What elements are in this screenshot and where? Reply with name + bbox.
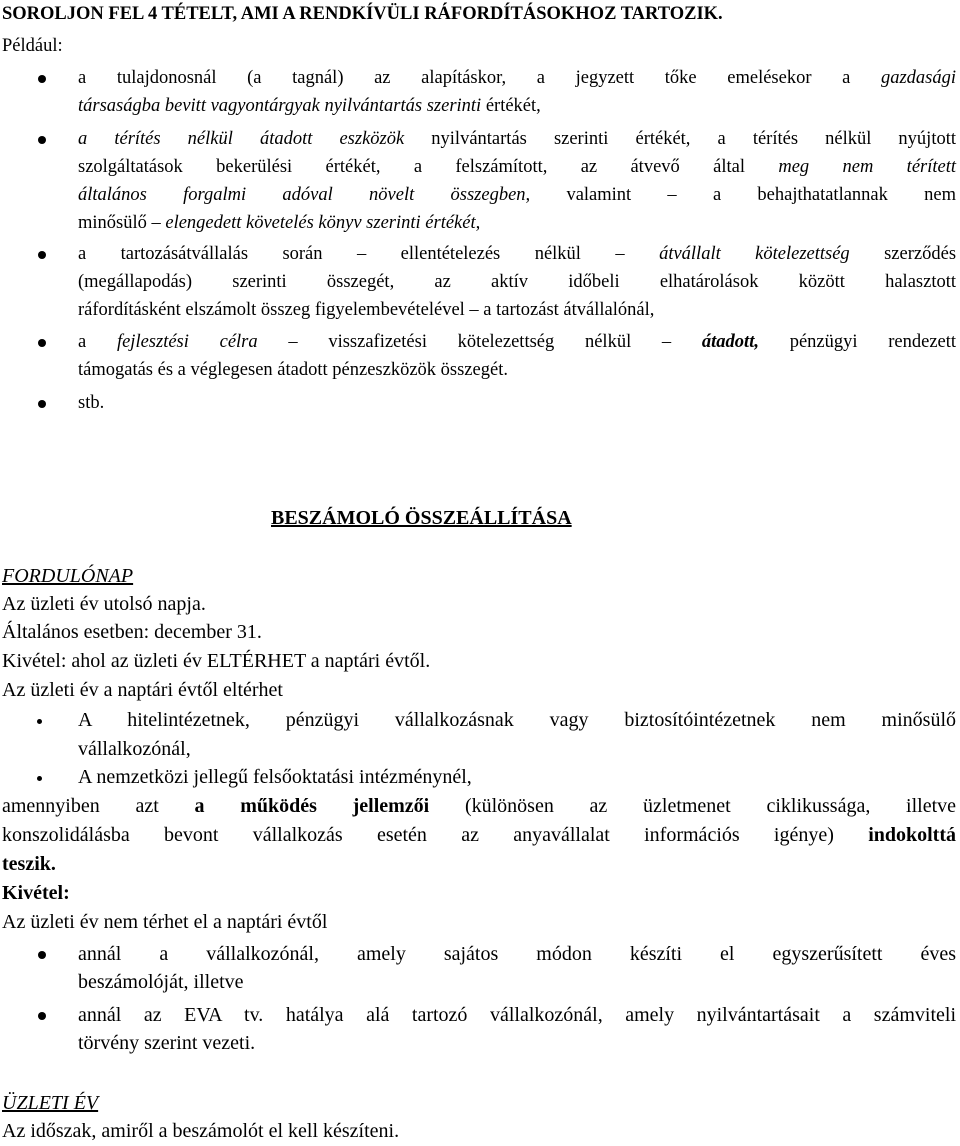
- list-item: a fejlesztési célra – visszafizetési kötelezettség nélkül – átadott, pénzügyi rendezett: [78, 332, 957, 352]
- list-item-continued: (megállapodás) szerinti összegét, az aktív időbeli elhatárolások között halasztott: [78, 272, 956, 292]
- list-item: A nemzetközi jellegű felsőoktatási intézménynél,: [78, 766, 472, 788]
- list-item-continued: szolgáltatások bekerülési értékét, a felszámított, az átvevő által meg nem térített: [78, 157, 957, 177]
- paragraph-line: konszolidálásba bevont vállalkozás esetén az anyavállalat információs igénye) indokolttá: [2, 824, 956, 846]
- bullet-dot-icon: [38, 75, 46, 83]
- list-item-continued: általános forgalmi adóval növelt összegben, valamint – a behajthatatlannak nem: [78, 185, 956, 205]
- exception-label: Kivétel:: [2, 882, 70, 904]
- bullet-dot-icon: [38, 136, 46, 144]
- bullet-dot-icon: [37, 776, 42, 781]
- bullet-dot-icon: [38, 951, 46, 959]
- list-item-continued: vállalkozónál,: [78, 738, 191, 760]
- list-item: annál a vállalkozónál, amely sajátos módon készíti el egyszerűsített éves: [78, 943, 956, 965]
- bullet-dot-icon: [38, 251, 46, 259]
- text-line: Az üzleti év nem térhet el a naptári évtől: [2, 911, 328, 933]
- list-item: stb.: [78, 393, 105, 413]
- section-title: BESZÁMOLÓ ÖSSZEÁLLÍTÁSA: [271, 507, 572, 529]
- text-line: Kivétel: ahol az üzleti év ELTÉRHET a naptári évtől.: [2, 650, 431, 672]
- list-item: a tartozásátvállalás során – ellentételezés nélkül – átvállalt kötelezettség szerződés: [78, 244, 957, 264]
- subheading-uzleti-ev: ÜZLETI ÉV: [2, 1092, 99, 1114]
- paragraph-line: amennyiben azt a működés jellemzői (különösen az üzletmenet ciklikussága, illetve: [2, 795, 957, 817]
- text-line: Az üzleti év a naptári évtől eltérhet: [2, 679, 283, 701]
- section-heading: SOROLJON FEL 4 TÉTELT, AMI A RENDKÍVÜLI RÁFORDÍTÁSOKHOZ TARTOZIK.: [2, 4, 723, 24]
- list-item: a térítés nélkül átadott eszközök nyilvántartás szerinti értékét, a térítés nélkül nyújtott: [78, 129, 956, 149]
- list-item: A hitelintézetnek, pénzügyi vállalkozásnak vagy biztosítóintézetnek nem minősülő: [78, 709, 956, 731]
- list-item-continued: törvény szerint vezeti.: [78, 1032, 256, 1054]
- list-item-continued: társaságba bevitt vagyontárgyak nyilvántartás szerinti értékét,: [78, 96, 541, 116]
- bullet-dot-icon: [38, 400, 46, 408]
- bullet-dot-icon: [38, 1012, 46, 1020]
- list-item-continued: minősülő – elengedett követelés könyv szerinti értékét,: [78, 213, 481, 233]
- intro-text: Például:: [2, 36, 63, 56]
- paragraph-line: teszik.: [2, 853, 56, 875]
- list-item-continued: ráfordításként elszámolt összeg figyelembevételével – a tartozást átvállalónál,: [78, 300, 655, 320]
- definition-text: Az időszak, amiről a beszámolót el kell készíteni.: [2, 1120, 400, 1142]
- subheading-fordulonap: FORDULÓNAP: [2, 565, 134, 587]
- bullet-dot-icon: [37, 719, 42, 724]
- text-line: Az üzleti év utolsó napja.: [2, 593, 206, 615]
- list-item: annál az EVA tv. hatálya alá tartozó vállalkozónál, amely nyilvántartásait a számviteli: [78, 1004, 956, 1026]
- bullet-dot-icon: [38, 339, 46, 347]
- list-item-continued: beszámolóját, illetve: [78, 971, 244, 993]
- list-item-continued: támogatás és a véglegesen átadott pénzeszközök összegét.: [78, 360, 508, 380]
- text-line: Általános esetben: december 31.: [2, 621, 262, 643]
- list-item: a tulajdonosnál (a tagnál) az alapításkor, a jegyzett tőke emelésekor a gazdasági: [78, 68, 956, 88]
